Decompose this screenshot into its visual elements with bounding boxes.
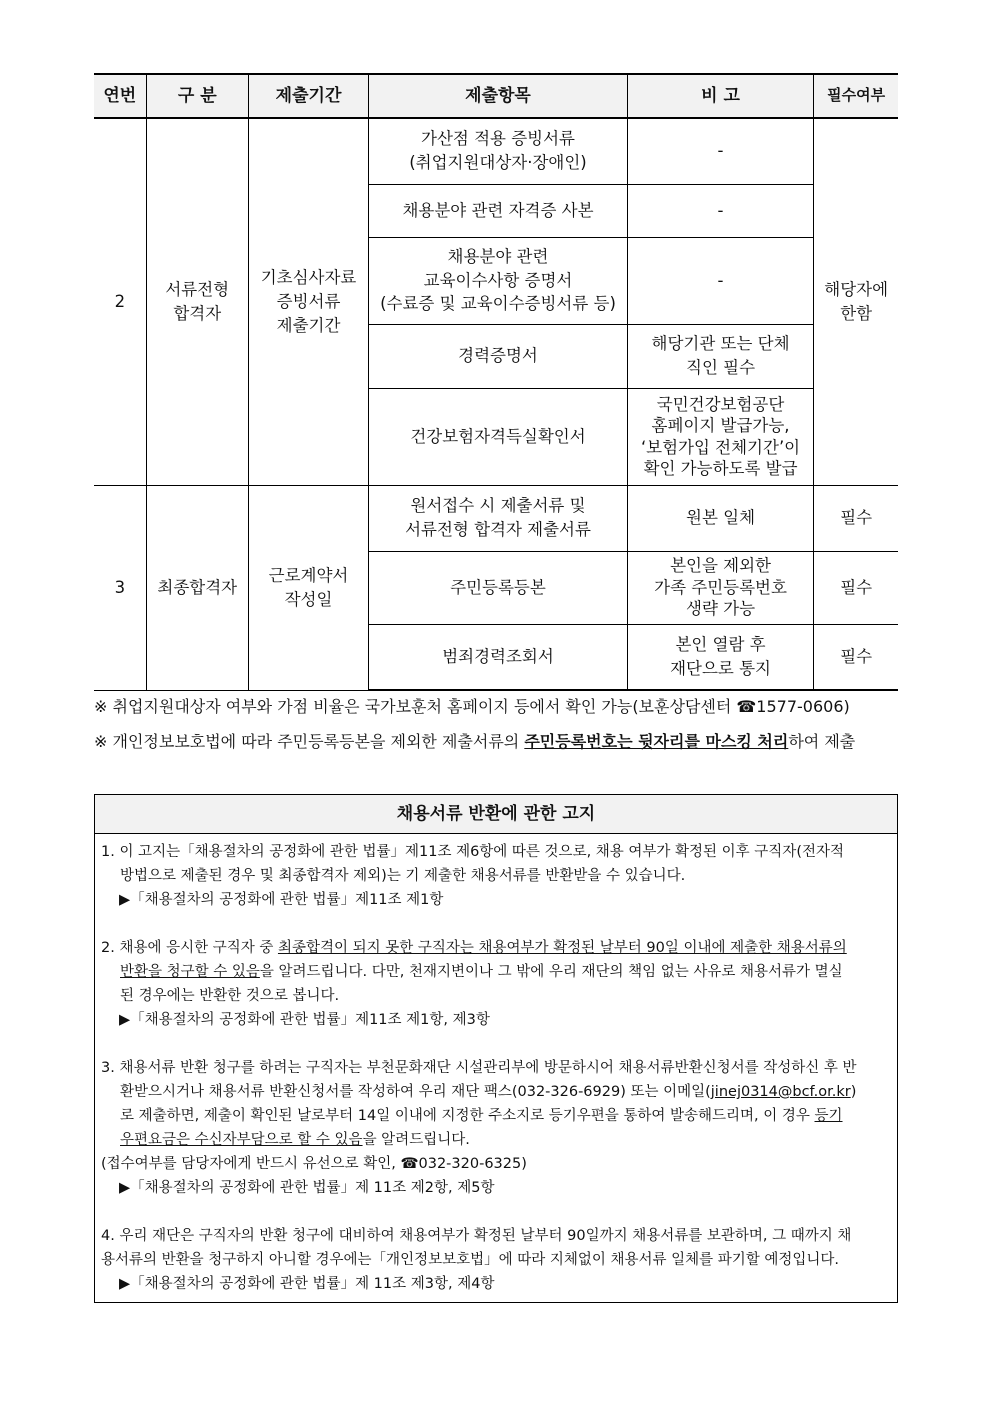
note-cell	[627, 551, 813, 624]
notice-text: 로 제출하면, 제출이 확인된 날로부터 14일 이내에 지정한 주소지로 등기우편을 통하여 발송해드리며, 이 경우	[120, 1108, 815, 1124]
note-line: 해당기관 또는 단체	[651, 334, 790, 354]
notice-line: 4. 우리 재단은 구직자의 반환 청구에 대비하여 채용여부가 확정된 날부터 90일까지 채용서류를 보관하며, 그 때까지 채	[101, 1228, 852, 1244]
category-cell	[146, 118, 248, 485]
period-line: 근로계약서	[268, 565, 349, 585]
required-cell	[814, 118, 898, 485]
law-reference: ▶「채용절차의 공정화에 관한 법률」제11조 제1항, 제3항	[119, 1012, 490, 1028]
period-cell	[248, 118, 368, 485]
item-line: 주민등록등본	[450, 577, 546, 597]
notice-line	[101, 960, 892, 984]
item-line: 교육이수사항 증명서	[423, 270, 573, 290]
header-no: 연번	[94, 74, 146, 118]
note-veteran: ※ 취업지원대상자 여부와 가점 비율은 국가보훈처 홈페이지 등에서 확인 가능(보훈상담센터 ☎1577-0606)	[94, 697, 850, 716]
note-cell	[627, 485, 813, 551]
item-line: 서류전형 합격자 제출서류	[405, 520, 591, 539]
note-cell	[627, 388, 813, 485]
item-cell	[369, 237, 628, 324]
submission-table	[94, 73, 898, 691]
item-cell	[369, 324, 628, 388]
item-line: 건강보험자격득실확인서	[410, 426, 586, 446]
notice-line: 3. 채용서류 반환 청구를 하려는 구직자는 부천문화재단 시설관리부에 방문하시어 채용서류반환신청서를 작성하신 후 반	[101, 1060, 857, 1076]
required-cell: 필수	[814, 624, 898, 690]
note-cell	[627, 237, 813, 324]
required-cell: 필수	[814, 551, 898, 624]
item-line: 경력증명서	[458, 346, 538, 366]
note-line: 직인 필수	[686, 358, 756, 377]
notice-underline: 반환을 청구할 수 있음	[120, 964, 260, 980]
item-cell	[369, 485, 628, 551]
row-number: 3	[94, 485, 146, 690]
note-line: ‘보험가입 전체기간’이	[640, 437, 801, 457]
period-line: 제출기간	[276, 315, 341, 335]
item-line: 범죄경력조회서	[442, 646, 554, 666]
notice-line	[101, 1104, 892, 1128]
period-line: 증빙서류	[276, 291, 341, 311]
notice-line: 된 경우에는 반환한 것으로 봅니다.	[120, 988, 340, 1004]
period-cell	[248, 485, 368, 690]
category-line: 최종합격자	[157, 577, 238, 597]
item-cell	[369, 388, 628, 485]
note-line: 본인 열람 후	[675, 634, 766, 654]
header-required: 필수여부	[814, 74, 898, 118]
notice-text: 2. 채용에 응시한 구직자 중	[101, 940, 278, 956]
note-line: 국민건강보험공단	[656, 394, 785, 414]
note-line: -	[717, 270, 724, 290]
item-line: (취업지원대상자·장애인)	[409, 153, 587, 173]
header-period: 제출기간	[248, 74, 368, 118]
note-line: 확인 가능하도록 발급	[643, 458, 798, 478]
notice-line: 용서류의 반환을 청구하지 아니할 경우에는「개인정보보호법」에 따라 지체없이 채용서류 일체를 파기할 예정입니다.	[101, 1252, 840, 1268]
category-line: 합격자	[173, 303, 222, 323]
category-cell	[146, 485, 248, 690]
item-cell	[369, 184, 628, 237]
table-row	[94, 485, 898, 551]
note-line: 재단으로 통지	[670, 658, 771, 678]
notice-underline: 등기	[814, 1108, 843, 1124]
note-cell	[627, 624, 813, 690]
notice-body	[95, 834, 897, 1296]
notice-title: 채용서류 반환에 관한 고지	[95, 795, 897, 834]
notice-line: 방법으로 제출된 경우 및 최종합격자 제외)는 기 제출한 채용서류를 반환받을 수 있습니다.	[120, 868, 686, 884]
header-item: 제출항목	[369, 74, 628, 118]
required-line: 해당자에	[824, 279, 889, 299]
table-header-row	[94, 74, 898, 118]
notice-paragraph-2	[101, 936, 892, 1032]
law-reference: ▶「채용절차의 공정화에 관한 법률」제 11조 제3항, 제4항	[119, 1276, 495, 1292]
notice-line	[101, 1080, 892, 1104]
notice-paragraph-4	[101, 1224, 892, 1296]
email-link[interactable]: jinej0314@bcf.or.kr	[710, 1084, 851, 1100]
notice-text: 환받으시거나 채용서류 반환신청서를 작성하여 우리 재단 팩스(032-326-6929) 또는 이메일(	[120, 1084, 711, 1100]
note-line: 가족 주민등록번호	[654, 577, 787, 597]
notice-underline: 최종합격이 되지 못한 구직자는 채용여부가 확정된 날부터 90일 이내에 제출한 채용서류의	[277, 940, 847, 956]
required-cell: 필수	[814, 485, 898, 551]
required-line: 한함	[840, 303, 873, 323]
law-reference: ▶「채용절차의 공정화에 관한 법률」제11조 제1항	[119, 892, 444, 908]
notice-text: 을 알려드립니다. 다만, 천재지변이나 그 밖에 우리 재단의 책임 없는 사유로 채용서류가 멸실	[259, 964, 843, 980]
item-line: 원서접수 시 제출서류 및	[410, 496, 586, 516]
notice-line: (접수여부를 담당자에게 반드시 유선으로 확인, ☎032-320-6325)	[101, 1156, 527, 1172]
note-cell	[627, 184, 813, 237]
note-text: ※ 개인정보보호법에 따라 주민등록등본을 제외한 제출서류의	[94, 732, 525, 751]
item-line: 가산점 적용 증빙서류	[421, 129, 575, 149]
item-cell	[369, 624, 628, 690]
note-line: 홈페이지 발급가능,	[651, 416, 790, 436]
item-cell	[369, 551, 628, 624]
item-cell	[369, 118, 628, 184]
note-emphasis: 주민등록번호는 뒷자리를 마스킹 처리	[524, 732, 789, 751]
table-row	[94, 118, 898, 184]
note-line: 본인을 제외한	[670, 556, 771, 576]
header-note: 비 고	[627, 74, 813, 118]
note-cell	[627, 118, 813, 184]
notice-box	[94, 794, 898, 1303]
notice-text: 을 알려드립니다.	[362, 1132, 470, 1148]
item-line: 채용분야 관련 자격증 사본	[402, 200, 594, 220]
item-line: (수료증 및 교육이수증빙서류 등)	[380, 294, 616, 314]
notice-text: )	[850, 1084, 857, 1100]
notice-line	[101, 936, 892, 960]
law-reference: ▶「채용절차의 공정화에 관한 법률」제 11조 제2항, 제5항	[119, 1180, 495, 1196]
note-line: 생략 가능	[686, 599, 756, 619]
note-cell	[627, 324, 813, 388]
note-text: 하여 제출	[788, 732, 856, 751]
category-line: 서류전형	[165, 279, 230, 299]
notice-line: 1. 이 고지는「채용절차의 공정화에 관한 법률」제11조 제6항에 따른 것으로, 채용 여부가 확정된 이후 구직자(전자적	[101, 844, 844, 860]
notice-paragraph-3	[101, 1056, 892, 1200]
note-privacy	[94, 729, 855, 752]
notice-paragraph-1	[101, 840, 892, 912]
period-line: 작성일	[284, 589, 333, 609]
header-category: 구 분	[146, 74, 248, 118]
row-number: 2	[94, 118, 146, 485]
notice-underline: 우편요금은 수신자부담으로 할 수 있음	[120, 1132, 363, 1148]
note-line: 원본 일체	[686, 508, 756, 528]
notice-line	[101, 1128, 892, 1152]
period-line: 기초심사자료	[260, 267, 357, 287]
note-line: -	[717, 200, 724, 220]
note-line: -	[717, 141, 724, 161]
item-line: 채용분야 관련	[447, 246, 549, 266]
